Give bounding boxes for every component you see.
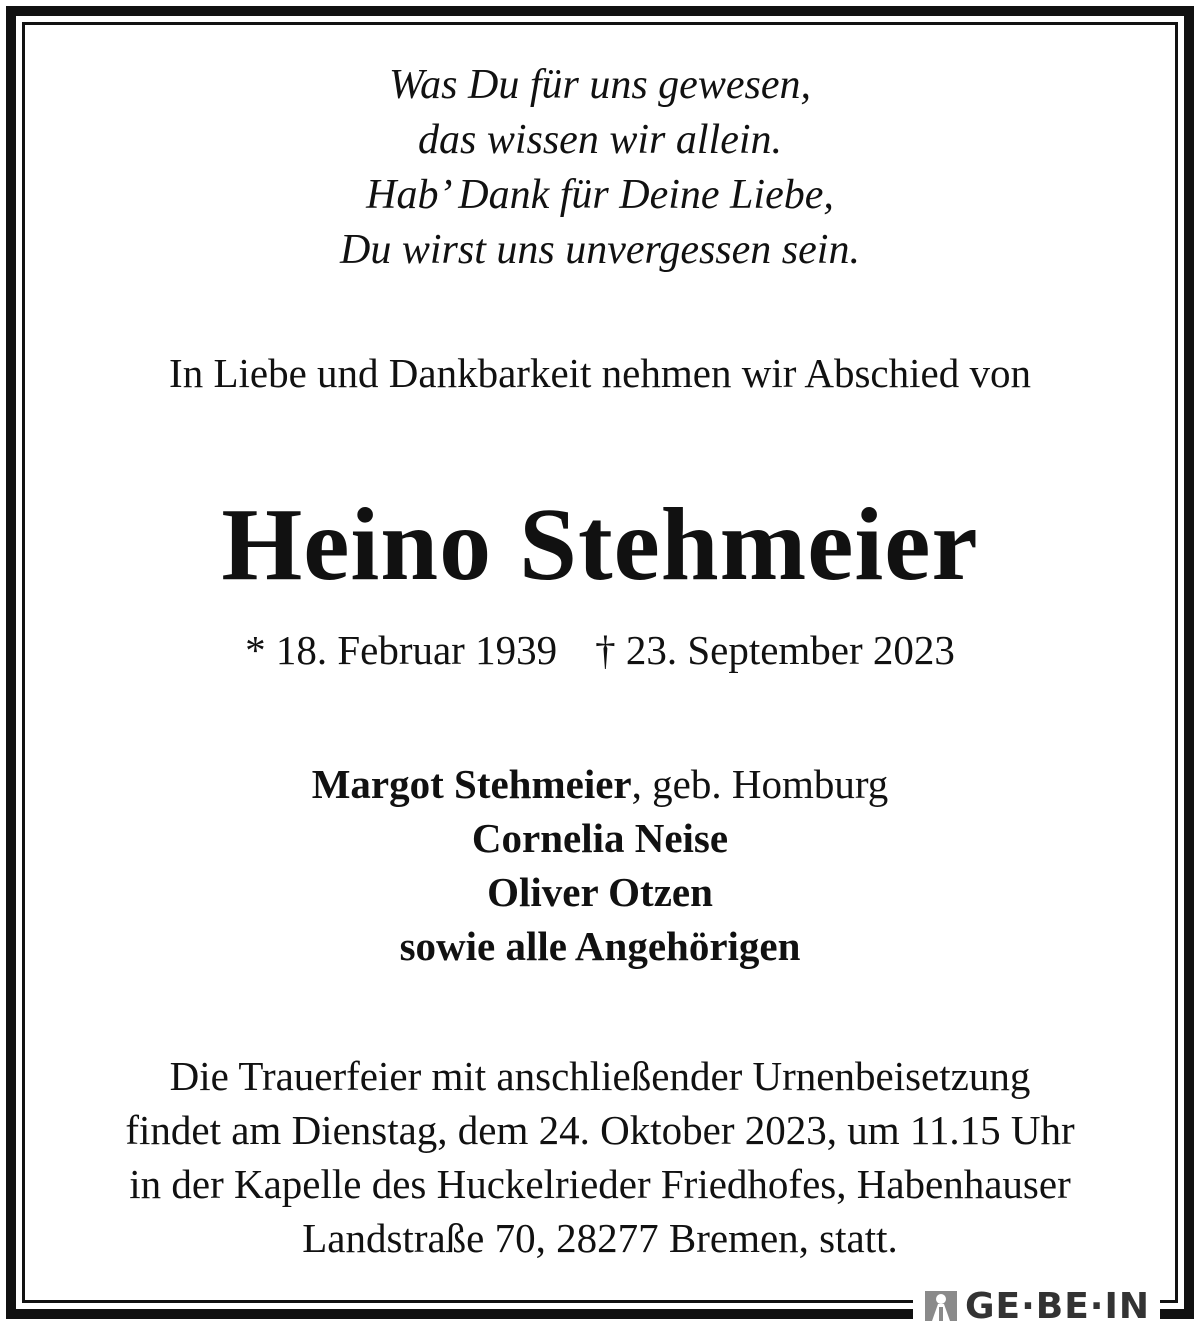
mourner-line: [30, 757, 1170, 811]
death-date: † 23. September 2023: [595, 627, 955, 673]
mourner-name: Cornelia Neise: [471, 815, 729, 861]
life-dates: [30, 625, 1170, 675]
poem-line: Was Du für uns gewesen,: [389, 62, 811, 108]
service-line: Landstraße 70, 28277 Bremen, statt.: [302, 1215, 898, 1261]
service-line: findet am Dienstag, dem 24. Oktober 2023, um 11.15 Uhr: [125, 1107, 1075, 1153]
gebein-logo-text: GE·BE·IN: [964, 1285, 1150, 1327]
intro-text: In Liebe und Dankbarkeit nehmen wir Abschied von: [169, 350, 1031, 396]
deceased-name: Heino Stehmeier: [221, 487, 979, 602]
mourner-maiden-name: , geb. Homburg: [631, 761, 889, 807]
gebein-logo-icon: [923, 1289, 959, 1323]
birth-date: * 18. Februar 1939: [245, 627, 558, 673]
mourner-name: Oliver Otzen: [487, 869, 713, 915]
funeral-service-info: [30, 1049, 1170, 1265]
poem-line: das wissen wir allein.: [417, 117, 783, 163]
poem-line: Du wirst uns unvergessen sein.: [340, 227, 860, 273]
service-line: in der Kapelle des Huckelrieder Friedhofes, Habenhauser: [129, 1161, 1071, 1207]
poem: [30, 58, 1170, 278]
poem-line: Hab’ Dank für Deine Liebe,: [366, 172, 834, 218]
mourners-list: [30, 757, 1170, 973]
mourner-name: Margot Stehmeier: [311, 761, 632, 807]
gebein-logo: [913, 1287, 1160, 1325]
mourner-relatives: sowie alle Angehörigen: [399, 923, 801, 969]
service-line: Die Trauerfeier mit anschließender Urnenbeisetzung: [169, 1053, 1031, 1099]
